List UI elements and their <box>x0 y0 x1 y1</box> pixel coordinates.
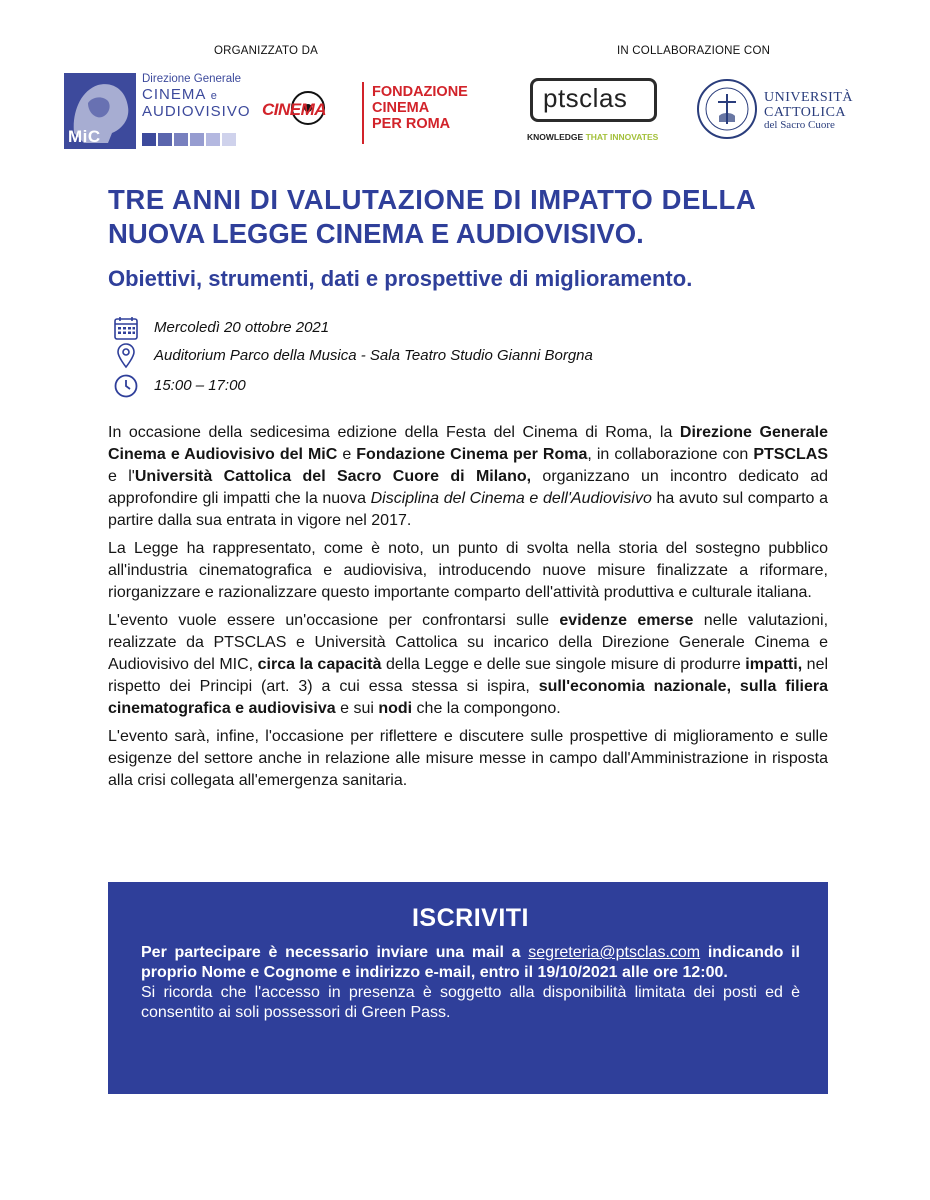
event-date: Mercoledì 20 ottobre 2021 <box>154 319 330 336</box>
signup-box <box>108 882 828 1094</box>
cinema-line2: CINEMA <box>372 100 430 117</box>
calendar-icon <box>113 315 139 341</box>
signup-instruction: Per partecipare è necessario inviare una mail a <box>141 944 529 961</box>
mic-color-bars <box>142 133 236 146</box>
ptsclas-logo <box>527 78 667 148</box>
page-title <box>108 183 838 251</box>
event-time-row <box>113 373 246 399</box>
organized-by-label: ORGANIZZATO DA <box>214 45 318 57</box>
cinema-logo <box>262 82 482 148</box>
signup-title: ISCRIVITI <box>411 904 529 932</box>
event-place-row <box>113 343 593 369</box>
page-subtitle: Obiettivi, strumenti, dati e prospettive di miglioramento. <box>108 266 693 291</box>
signup-text <box>141 943 800 1023</box>
collaboration-label: IN COLLABORAZIONE CON <box>617 45 771 57</box>
body-text <box>108 422 828 798</box>
mic-line2: CINEMA <box>142 86 206 104</box>
cattolica-line1: UNIVERSITÀ <box>764 90 853 105</box>
title-line2: NUOVA LEGGE CINEMA E AUDIOVISIVO. <box>108 218 644 249</box>
mic-badge <box>64 73 136 149</box>
signup-deadline: indicando il proprio Nome e Cognome e indirizzo e-mail, entro il 19/10/2021 alle ore 12:00. <box>141 944 801 981</box>
mic-line2b: e <box>210 90 218 103</box>
body-paragraph-2: La Legge ha rappresentato, come è noto, un punto di svolta nella storia del sostegno pubblico all'industria cinematografica e audiovisiva, introducendo nuove misure finalizzate a riformare, riorganizzare e razionalizzare questo importante comparto dell'attività produttiva e culturale italiana. <box>108 540 828 601</box>
ptsclas-wordmark: ptsclas <box>543 83 628 113</box>
event-date-row <box>113 315 330 341</box>
body-paragraph-4: L'evento sarà, infine, l'occasione per riflettere e discutere sulle prospettive di miglioramento e sulle esigenze del settore anche in relazione alle misure messe in campo dall'Amministrazione in risposta alla crisi collegata all'emergenza sanitaria. <box>108 728 828 789</box>
cinema-wordmark: CINEMA <box>262 100 327 119</box>
mic-logo <box>64 73 251 149</box>
clock-icon <box>113 373 139 399</box>
cinema-divider <box>362 82 364 144</box>
cinema-line3: PER ROMA <box>372 116 451 133</box>
event-place: Auditorium Parco della Musica - Sala Teatro Studio Gianni Borgna <box>154 347 593 364</box>
ptsclas-tag1: KNOWLEDGE <box>527 132 584 142</box>
event-time: 15:00 – 17:00 <box>154 377 246 394</box>
mic-badge-text: MiC <box>68 127 101 146</box>
signup-note: Si ricorda che l'accesso in presenza è soggetto alla disponibilità limitata dei posti ed è consentito ai soli possessori di Green Pass. <box>141 984 800 1021</box>
signup-email-link[interactable]: segreteria@ptsclas.com <box>528 944 701 961</box>
cattolica-line2: CATTOLICA <box>764 105 847 121</box>
cinema-line1: FONDAZIONE <box>372 84 468 100</box>
university-seal-icon <box>696 76 758 142</box>
title-line1: TRE ANNI DI VALUTAZIONE DI IMPATTO DELLA <box>108 184 757 215</box>
location-pin-icon <box>113 343 139 369</box>
mic-line1: Direzione Generale <box>142 73 242 85</box>
mic-line3: AUDIOVISIVO <box>142 103 251 121</box>
cattolica-logo <box>696 76 856 156</box>
body-paragraph-1: In occasione della sedicesima edizione della Festa del Cinema di Roma, la Direzione Generale Cinema e Audiovisivo del MiC e Fondazione Cinema per Roma, in collaborazione con PTSCLAS e l'Università Cattolica del Sacro Cuore di Milano, organizzano un incontro dedicato ad approfondire gli impatti che la nuova Disciplina del Cinema e dell'Audiovisivo ha avuto sul comparto a partire dalla sua entrata in vigore nel 2017. <box>108 424 829 529</box>
cattolica-line3: del Sacro Cuore <box>764 119 835 132</box>
body-paragraph-3: L'evento vuole essere un'occasione per confrontarsi sulle evidenze emerse nelle valutazioni, realizzate da PTSCLAS e Università Cattolica su incarico della Direzione Generale Cinema e Audiovisivo del MIC, circa la capacità della Legge e delle sue singole misure di produrre impatti, nel rispetto dei Principi (art. 3) a cui essa stessa si ispira, sull'economia nazionale, sulla filiera cinematografica e audiovisiva e sui nodi che la compongono. <box>108 612 829 717</box>
ptsclas-tag2: THAT INNOVATES <box>585 132 659 142</box>
